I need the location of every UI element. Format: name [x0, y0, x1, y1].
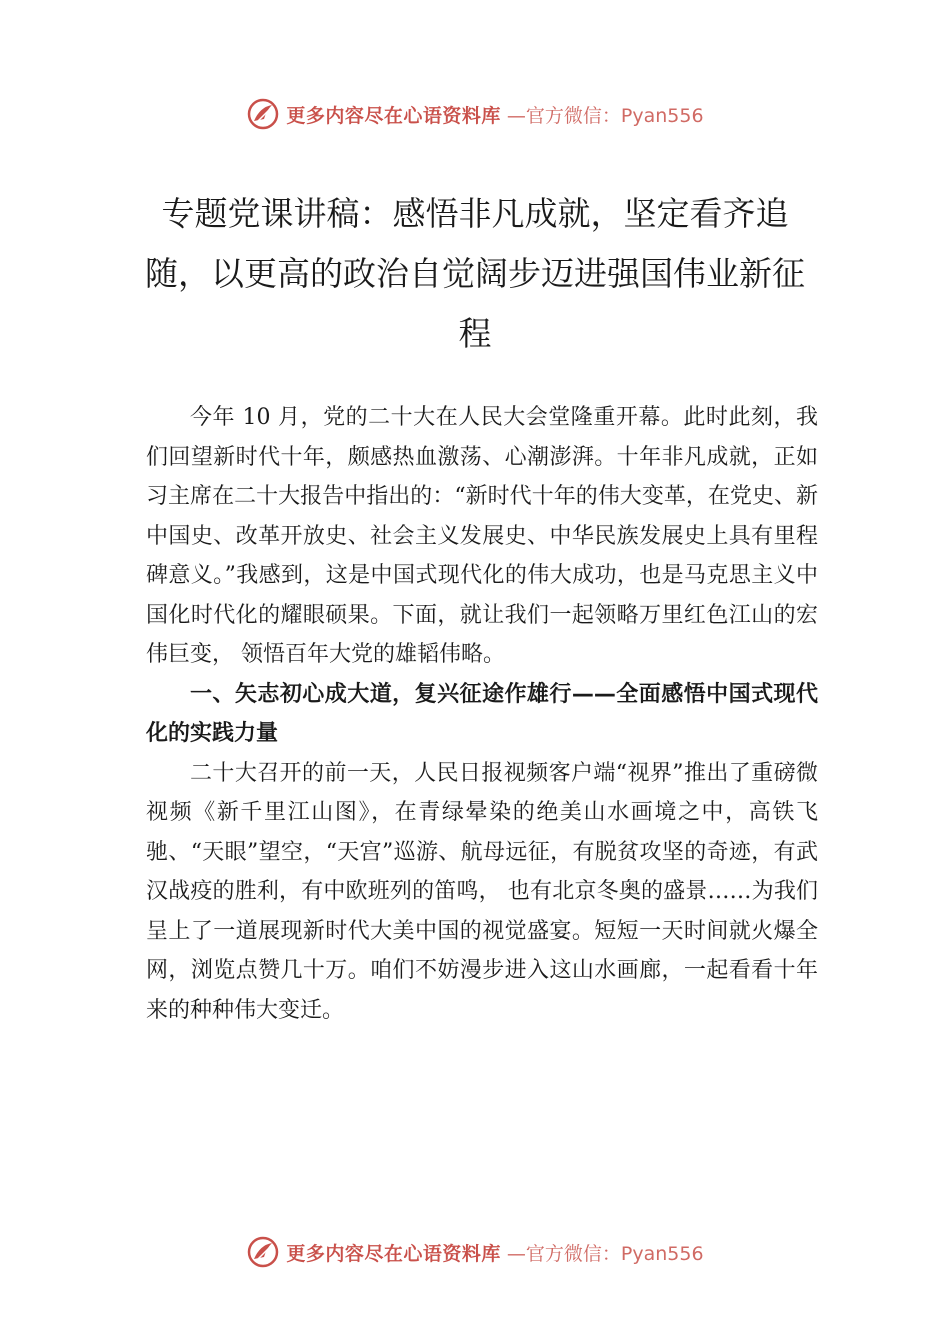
section-heading: 一、矢志初心成大道，复兴征途作雄行——全面感悟中国式现代化的实践力量 — [146, 681, 818, 746]
banner-wechat: —官方微信：Pyan556 — [506, 104, 704, 127]
document-title: 专题党课讲稿：感悟非凡成就，坚定看齐追随，以更高的政治自觉阔步迈进强国伟业新征程 — [145, 194, 805, 353]
paragraph-intro: 今年 10 月，党的二十大在人民大会堂隆重开幕。此时此刻，我们回望新时代十年，颇感热血激荡、心潮澎湃。十年非凡成就，正如习主席在二十大报告中指出的：“新时代十年的伟大变革，在党史、新中国史、改革开放史、社会主义发展史、中华民族发展史上具有里程碑意义。”我感到，这是中国式现代化的伟大成功，也是马克思主义中国化时代化的耀眼硕果。下面，就让我们一起领略万里红色江山的宏伟巨变， 领悟百年大党的雄韬伟略。 — [146, 405, 818, 667]
paragraph-section-1: 二十大召开的前一天，人民日报视频客户端“视界”推出了重磅微视频《新千里江山图》，在青绿晕染的绝美山水画境之中，高铁飞驰、“天眼”望空，“天宫”巡游、航母远征，有脱贫攻坚的奇迹，有武汉战疫的胜利，有中欧班列的笛鸣， 也有北京冬奥的盛景……为我们呈上了一道展现新时代大美中国的视觉盛宴。短短一天时间就火爆全网，浏览点赞几十万。咱们不妨漫步进入这山水画廊，一起看看十年来的种种伟大变迁。 — [146, 760, 818, 1023]
footer-banner — [0, 1232, 950, 1272]
header-banner — [0, 94, 950, 134]
banner-text: 更多内容尽在心语资料库 — [286, 1242, 501, 1265]
logo-icon — [246, 1235, 280, 1269]
document-body — [146, 398, 818, 1030]
logo-icon — [246, 97, 280, 131]
banner-text: 更多内容尽在心语资料库 — [286, 104, 501, 127]
banner-wechat: —官方微信：Pyan556 — [506, 1242, 704, 1265]
